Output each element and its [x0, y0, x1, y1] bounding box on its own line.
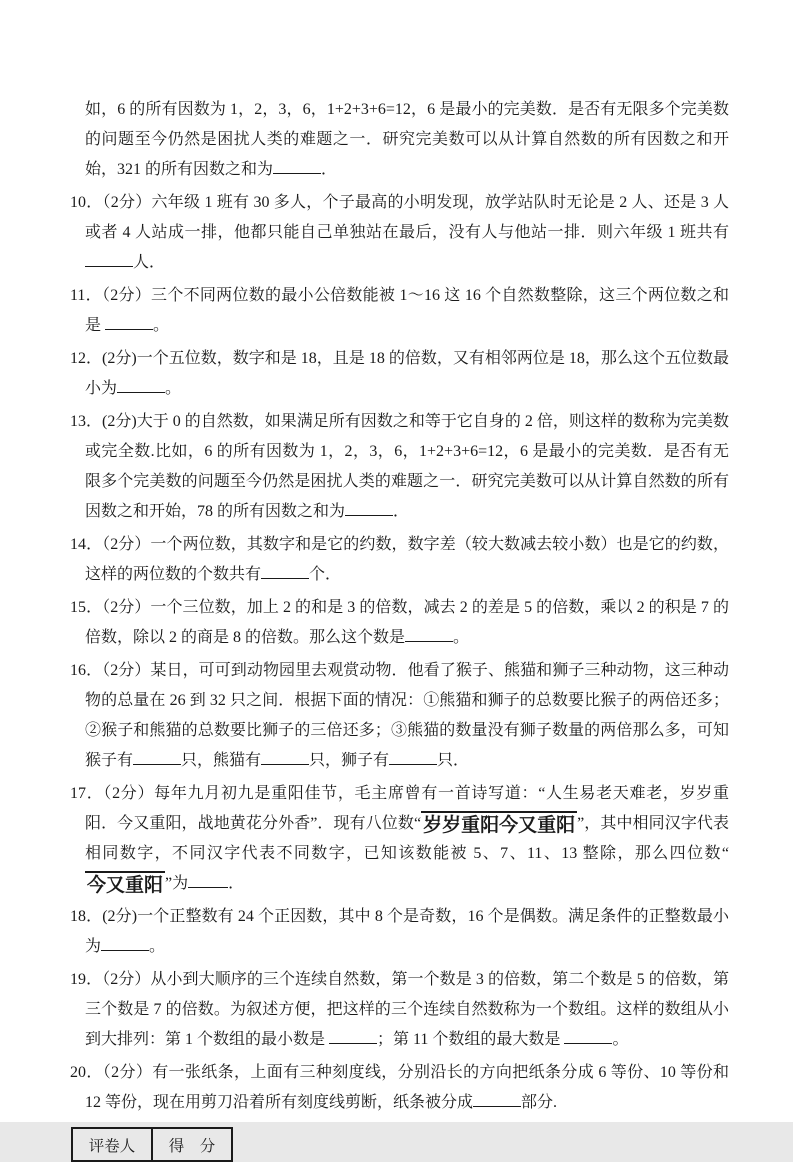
question-20 — [70, 1058, 729, 1118]
question-12 — [70, 344, 729, 404]
question-text: 20．（2分）有一张纸条，上面有三种刻度线，分别沿长的方向把纸条分成 6 等份、10 等份和 12 等份，现在用剪刀沿着所有刻度线剪断，纸条被分成 — [70, 1064, 729, 1111]
answer-blank — [105, 314, 153, 330]
question-13 — [70, 407, 729, 527]
answer-blank — [389, 749, 437, 765]
grader-score-table — [71, 1127, 233, 1162]
question-16 — [70, 656, 729, 776]
questions-list — [70, 95, 729, 1118]
answer-blank — [188, 872, 228, 888]
question-text: 。 — [153, 317, 170, 334]
answer-blank — [117, 377, 165, 393]
question-text: 18．(2分)一个正整数有 24 个正因数，其中 8 个是奇数，16 个是偶数。满足条件的正整数最小为 — [70, 908, 729, 955]
question-text: 13．(2分)大于 0 的自然数，如果满足所有因数之和等于它自身的 2 倍，则这样的数称为完美数或完全数.比如，6 的所有因数为 1，2，3，6，1+2+3+6=12，6 是最小的完美数．是否有无限多个完美数的问题至今仍然是困扰人类的难题之一．研究完美数可以从计算自然数的所有因数之和开始，78 的所有因数之和为 — [70, 413, 729, 520]
question-text: 部分. — [521, 1094, 558, 1111]
answer-blank — [473, 1091, 521, 1107]
grader-cell: 评卷人 — [72, 1128, 152, 1161]
overlined-number: 今又重阳 — [85, 871, 165, 897]
question-11 — [70, 281, 729, 341]
score-cell: 得 分 — [152, 1128, 232, 1161]
question-text: 19．（2分）从小到大顺序的三个连续自然数，第一个数是 3 的倍数，第二个数是 5 的倍数，第三个数是 7 的倍数。为叙述方便，把这样的三个连续自然数称为一个数组。这样的数组从小到大排列：第 1 个数组的最小数是 — [70, 971, 729, 1048]
answer-blank — [564, 1028, 612, 1044]
question-text: 11．（2分）三个不同两位数的最小公倍数能被 1～16 这 16 个自然数整除，这三个两位数之和是 — [70, 287, 729, 334]
question-text: 只，熊猫有 — [181, 752, 262, 769]
question-text: ”为 — [165, 875, 189, 892]
question-9-continuation — [70, 95, 729, 185]
question-text: ”，其中相同汉字代表相同数字，不同汉字代表不同数字，已知该数能被 5、7、11、13 整除，那么四位数“ — [85, 815, 729, 862]
question-text: 14．（2分）一个两位数，其数字和是它的约数，数字差（较大数减去较小数）也是它的约数，这样的两位数的个数共有 — [70, 536, 729, 583]
question-text: 17．（2分）每年九月初九是重阳佳节，毛主席曾有一首诗写道：“人生易老天难老，岁岁重阳．今又重阳，战地黄花分外香”．现有八位数“ — [70, 785, 729, 832]
question-text: 如，6 的所有因数为 1，2，3，6，1+2+3+6=12，6 是最小的完美数．是否有无限多个完美数的问题至今仍然是困扰人类的难题之一．研究完美数可以从计算自然数的所有因数之和开始，321 的所有因数之和为 — [85, 101, 729, 178]
answer-blank — [261, 749, 309, 765]
question-text: 人． — [133, 254, 166, 271]
question-text: 16．（2分）某日，可可到动物园里去观赏动物．他看了猴子、熊猫和狮子三种动物，这三种动物的总量在 26 到 32 只之间．根据下面的情况：①熊猫和狮子的总数要比猴子的两倍还多；②猴子和熊猫的总数要比狮子的三倍还多；③熊猫的数量没有狮子数量的两倍那么多，可知猴子有 — [70, 662, 729, 769]
question-17 — [70, 779, 729, 899]
grader-score-row — [72, 1128, 232, 1161]
question-text: 。 — [165, 380, 182, 397]
answer-blank — [133, 749, 181, 765]
question-19 — [70, 965, 729, 1055]
question-14 — [70, 530, 729, 590]
question-10 — [70, 188, 729, 278]
question-text: ． — [393, 503, 410, 520]
question-text: 10．（2分）六年级 1 班有 30 多人，个子最高的小明发现，放学站队时无论是 2 人、还是 3 人或者 4 人站成一排，他都只能自己单独站在最后，没有人与他站一排．则六年级 1 班共有 — [70, 194, 729, 241]
answer-blank — [85, 251, 133, 267]
question-text: 。 — [453, 629, 470, 646]
question-18 — [70, 902, 729, 962]
question-text: ． — [321, 161, 338, 178]
question-text: 15．（2分）一个三位数，加上 2 的和是 3 的倍数，减去 2 的差是 5 的倍数，乘以 2 的积是 7 的倍数，除以 2 的商是 8 的倍数。那么这个数是 — [70, 599, 729, 646]
answer-blank — [329, 1028, 377, 1044]
answer-blank — [405, 626, 453, 642]
question-text: 12．(2分)一个五位数，数字和是 18，且是 18 的倍数，又有相邻两位是 18，那么这个五位数最小为 — [70, 350, 729, 397]
question-text: 。 — [149, 938, 166, 955]
question-text: 只． — [437, 752, 470, 769]
overlined-number: 岁岁重阳今又重阳 — [421, 811, 577, 837]
answer-blank — [345, 500, 393, 516]
question-text: ；第 11 个数组的最大数是 — [377, 1031, 565, 1048]
answer-blank — [101, 935, 149, 951]
answer-blank — [273, 158, 321, 174]
answer-blank — [261, 563, 309, 579]
question-text: 只，狮子有 — [309, 752, 390, 769]
question-15 — [70, 593, 729, 653]
question-text: ． — [228, 875, 245, 892]
question-text: 。 — [612, 1031, 629, 1048]
question-text: 个． — [309, 566, 342, 583]
